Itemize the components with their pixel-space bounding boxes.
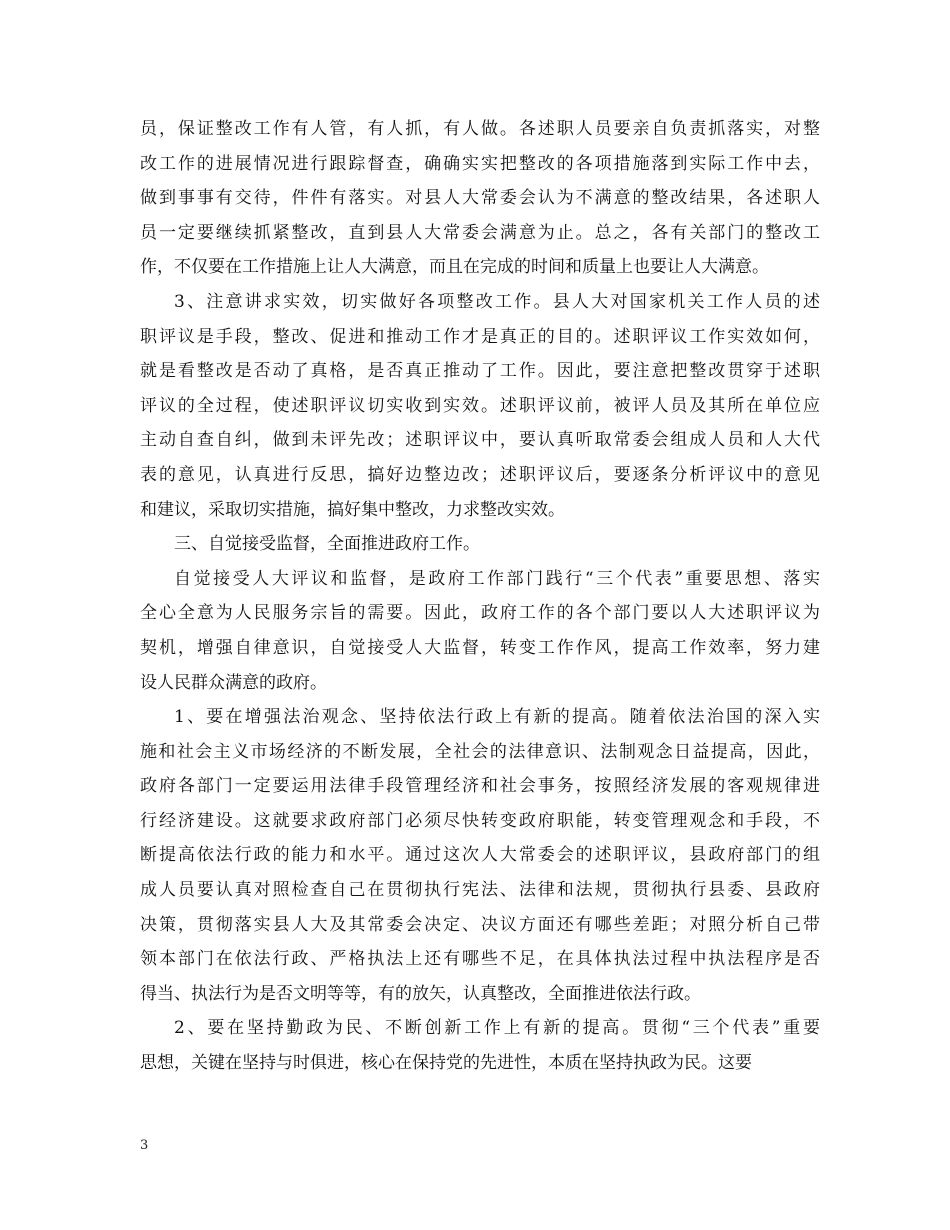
paragraph <box>140 1011 820 1080</box>
text-line: 职评议是手段，整改、促进和推动工作才是真正的目的。述职评议工作实效如何， <box>140 326 820 347</box>
paragraph <box>140 527 820 562</box>
text-line: 决策，贯彻落实县人大及其常委会决定、决议方面还有哪些差距；对照分析自己带 <box>140 914 820 935</box>
text-line: 断提高依法行政的能力和水平。通过这次人大常委会的述职评议，县政府部门的组 <box>140 845 820 866</box>
text-line: 改工作的进展情况进行跟踪督查，确确实实把整改的各项措施落到实际工作中去， <box>140 153 820 174</box>
text-line: 表的意见，认真进行反思，搞好边整边改；述职评议后，要逐条分析评议中的意见 <box>140 464 820 485</box>
text-line: 得当、执法行为是否文明等等，有的放矢，认真整改，全面推进依法行政。 <box>140 983 701 1004</box>
text-line: 自觉接受人大评议和监督，是政府工作部门践行“三个代表”重要思想、落实 <box>174 568 820 589</box>
text-line: 施和社会主义市场经济的不断发展，全社会的法律意识、法制观念日益提高，因此， <box>140 741 820 762</box>
text-line: 作，不仅要在工作措施上让人大满意，而且在完成的时间和质量上也要让人大满意。 <box>140 257 769 278</box>
text-line: 思想，关键在坚持与时俱进，核心在保持党的先进性，本质在坚持执政为民。这要 <box>140 1053 752 1074</box>
text-line: 成人员要认真对照检查自己在贯彻执行宪法、法律和法规，贯彻执行县委、县政府 <box>140 880 820 901</box>
text-line: 契机，增强自律意识，自觉接受人大监督，转变工作作风，提高工作效率，努力建 <box>140 637 820 658</box>
text-line: 就是看整改是否动了真格，是否真正推动了工作。因此，要注意把整改贯穿于述职 <box>140 361 820 382</box>
text-line: 行经济建设。这就要求政府部门必须尽快转变政府职能，转变管理观念和手段，不 <box>140 810 820 831</box>
text-line: 员一定要继续抓紧整改，直到县人大常委会满意为止。总之，各有关部门的整改工 <box>140 222 820 243</box>
text-line: 1、要在增强法治观念、坚持依法行政上有新的提高。随着依法治国的深入实 <box>174 707 820 728</box>
text-line: 政府各部门一定要运用法律手段管理经济和社会事务，按照经济发展的客观规律进 <box>140 776 820 797</box>
paragraph <box>140 700 820 1011</box>
text-line: 员，保证整改工作有人管，有人抓，有人做。各述职人员要亲自负责抓落实，对整 <box>140 119 820 139</box>
text-line: 3、注意讲求实效，切实做好各项整改工作。县人大对国家机关工作人员的述 <box>174 291 820 312</box>
text-line: 三、自觉接受监督，全面推进政府工作。 <box>174 534 480 555</box>
text-line: 2、要在坚持勤政为民、不断创新工作上有新的提高。贯彻“三个代表”重要 <box>174 1018 820 1039</box>
text-line: 做到事事有交待，件件有落实。对县人大常委会认为不满意的整改结果，各述职人 <box>140 188 820 209</box>
page-number: 3 <box>140 1138 149 1153</box>
body-text <box>140 112 820 1081</box>
text-line: 主动自查自纠，做到未评先改；述职评议中，要认真听取常委会组成人员和人大代 <box>140 430 820 451</box>
text-line: 领本部门在依法行政、严格执法上还有哪些不足，在具体执法过程中执法程序是否 <box>140 949 820 970</box>
text-line: 评议的全过程，使述职评议切实收到实效。述职评议前，被评人员及其所在单位应 <box>140 395 820 416</box>
paragraph <box>140 112 820 285</box>
text-line: 全心全意为人民服务宗旨的需要。因此，政府工作的各个部门要以人大述职评议为 <box>140 603 820 624</box>
text-line: 设人民群众满意的政府。 <box>140 672 327 693</box>
paragraph <box>140 285 820 527</box>
paragraph <box>140 562 820 700</box>
text-line: 和建议，采取切实措施，搞好集中整改，力求整改实效。 <box>140 499 565 520</box>
